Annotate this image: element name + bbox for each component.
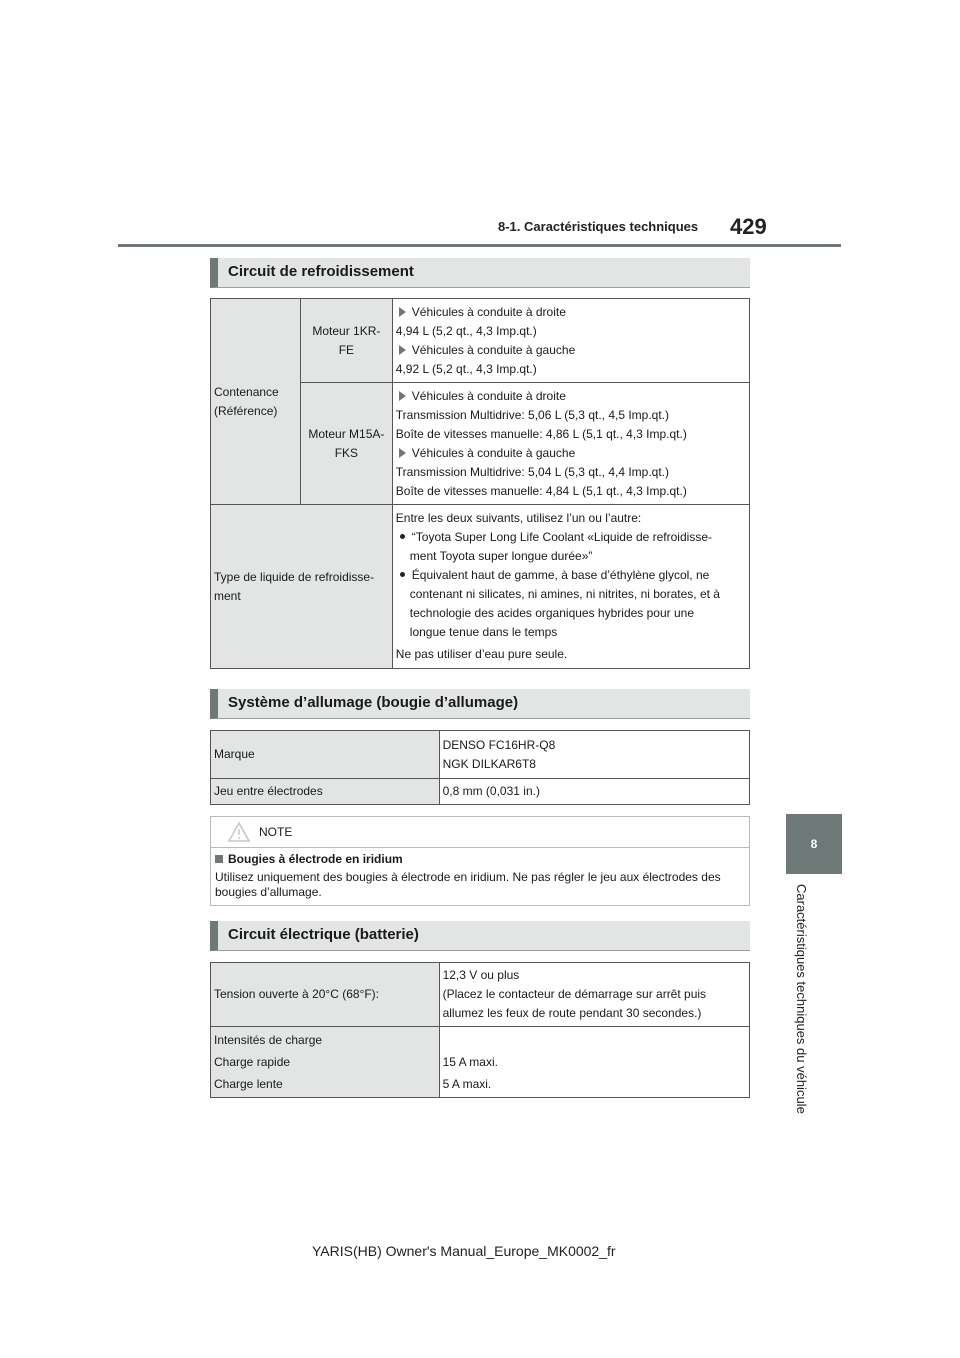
ignition-table — [210, 730, 750, 805]
rhd-heading: Véhicules à conduite à droite — [411, 304, 566, 319]
note-box — [210, 816, 750, 906]
note-title: NOTE — [259, 825, 293, 839]
coolant-option-2: Équivalent haut de gamme, à base d’éthylène glycol, ne — [411, 568, 710, 582]
fast-charge-label: Charge rapide — [214, 1055, 291, 1069]
electrical-table — [210, 962, 750, 1098]
bullet-dot-icon — [400, 534, 405, 539]
cooling-section-header — [210, 258, 750, 288]
coolant-warning: Ne pas utiliser d’eau pure seule. — [395, 647, 568, 661]
page-number: 429 — [730, 214, 767, 239]
capacity-label — [211, 299, 301, 505]
table-row — [211, 963, 750, 1027]
charge-values — [439, 1027, 749, 1098]
rhd-manual-value: Boîte de vitesses manuelle: 4,86 L (5,1 qt., 4,3 Imp.qt.) — [395, 426, 687, 441]
triangle-bullet-icon — [399, 448, 406, 458]
coolant-type-values — [392, 505, 749, 669]
gap-value: 0,8 mm (0,031 in.) — [439, 779, 749, 805]
electrical-title: Circuit électrique (batterie) — [228, 926, 419, 943]
coolant-intro: Entre les deux suivants, utilisez l’un ou l’autre: — [395, 511, 642, 525]
coolant-option-2-cont: longue tenue dans le temps — [409, 625, 558, 639]
table-row — [211, 299, 750, 383]
square-bullet-icon — [215, 855, 223, 863]
chapter-tab — [786, 814, 842, 874]
table-row — [211, 1027, 750, 1098]
slow-charge-label: Charge lente — [214, 1077, 283, 1091]
engine-label-line: Moteur 1KR- — [312, 323, 381, 338]
brand-label: Marque — [211, 731, 440, 779]
voltage-value: 12,3 V ou plus — [442, 968, 520, 982]
note-header — [211, 817, 749, 848]
charge-labels — [211, 1027, 440, 1098]
triangle-bullet-icon — [399, 345, 406, 355]
chapter-side-label — [795, 884, 815, 1124]
lhd-heading: Véhicules à conduite à gauche — [411, 445, 576, 460]
cooling-title: Circuit de refroidissement — [228, 263, 414, 280]
chapter-label: Caractéristiques techniques du véhicule — [794, 884, 809, 1114]
note-body: Utilisez uniquement des bougies à électrode en iridium. Ne pas régler le jeu aux électrodes des bougies d’allumage. — [215, 870, 721, 899]
coolant-label-line: ment — [214, 588, 241, 603]
brand-value: DENSO FC16HR-Q8 — [442, 737, 556, 752]
engine-label-line: FE — [338, 342, 355, 357]
lhd-value: 4,92 L (5,2 qt., 4,3 Imp.qt.) — [395, 361, 537, 376]
charge-heading: Intensités de charge — [214, 1033, 323, 1047]
chapter-number: 8 — [810, 837, 818, 851]
coolant-label-line: Type de liquide de refroidisse- — [214, 569, 375, 584]
voltage-label: Tension ouverte à 20°C (68°F): — [211, 963, 440, 1027]
section-title: 8-1. Caractéristiques techniques — [498, 219, 699, 234]
brand-values — [439, 731, 749, 779]
table-row — [211, 505, 750, 669]
engine-label-line: FKS — [334, 445, 359, 460]
ignition-title: Système d’allumage (bougie d’allumage) — [228, 694, 519, 711]
engine-1kr-label — [300, 299, 392, 383]
cooling-table — [210, 298, 750, 669]
slow-charge-value: 5 A maxi. — [442, 1077, 492, 1091]
lhd-manual-value: Boîte de vitesses manuelle: 4,84 L (5,1 qt., 4,3 Imp.qt.) — [395, 483, 687, 498]
coolant-type-label — [211, 505, 393, 669]
voltage-instruction: (Placez le contacteur de démarrage sur arrêt puis — [442, 987, 707, 1001]
voltage-instruction: allumez les feux de route pendant 30 secondes.) — [442, 1006, 702, 1020]
bullet-dot-icon — [400, 572, 405, 577]
rhd-value: 4,94 L (5,2 qt., 4,3 Imp.qt.) — [395, 323, 537, 338]
triangle-bullet-icon — [399, 307, 406, 317]
header-divider — [118, 244, 841, 247]
warning-triangle-icon — [227, 821, 251, 843]
coolant-option-1-cont: ment Toyota super longue durée»” — [409, 549, 593, 563]
note-subtitle — [215, 852, 403, 866]
coolant-option-2-cont: contenant ni silicates, ni amines, ni nitrites, ni borates, et à — [409, 587, 720, 601]
rhd-heading: Véhicules à conduite à droite — [411, 388, 566, 403]
ignition-section-header — [210, 689, 750, 719]
engine-m15a-values — [392, 383, 749, 505]
table-row — [211, 731, 750, 779]
footer-text: YARIS(HB) Owner's Manual_Europe_MK0002_fr — [312, 1243, 616, 1259]
fast-charge-value: 15 A maxi. — [442, 1055, 498, 1069]
table-row — [211, 779, 750, 805]
engine-m15a-label — [300, 383, 392, 505]
lhd-heading: Véhicules à conduite à gauche — [411, 342, 576, 357]
note-subtitle-text: Bougies à électrode en iridium — [228, 852, 403, 866]
capacity-label-line: (Référence) — [214, 403, 278, 418]
engine-1kr-values — [392, 299, 749, 383]
brand-value: NGK DILKAR6T8 — [442, 756, 536, 771]
engine-label-line: Moteur M15A- — [308, 426, 385, 441]
electrical-section-header — [210, 921, 750, 951]
capacity-label-line: Contenance — [214, 384, 279, 399]
coolant-option-2-cont: technologie des acides organiques hybrides pour une — [409, 606, 694, 620]
coolant-option-1: “Toyota Super Long Life Coolant «Liquide de refroidisse- — [411, 530, 712, 544]
lhd-multidrive-value: Transmission Multidrive: 5,04 L (5,3 qt., 4,4 Imp.qt.) — [395, 464, 670, 479]
rhd-multidrive-value: Transmission Multidrive: 5,06 L (5,3 qt., 4,5 Imp.qt.) — [395, 407, 670, 422]
gap-label: Jeu entre électrodes — [211, 779, 440, 805]
voltage-values — [439, 963, 749, 1027]
triangle-bullet-icon — [399, 391, 406, 401]
